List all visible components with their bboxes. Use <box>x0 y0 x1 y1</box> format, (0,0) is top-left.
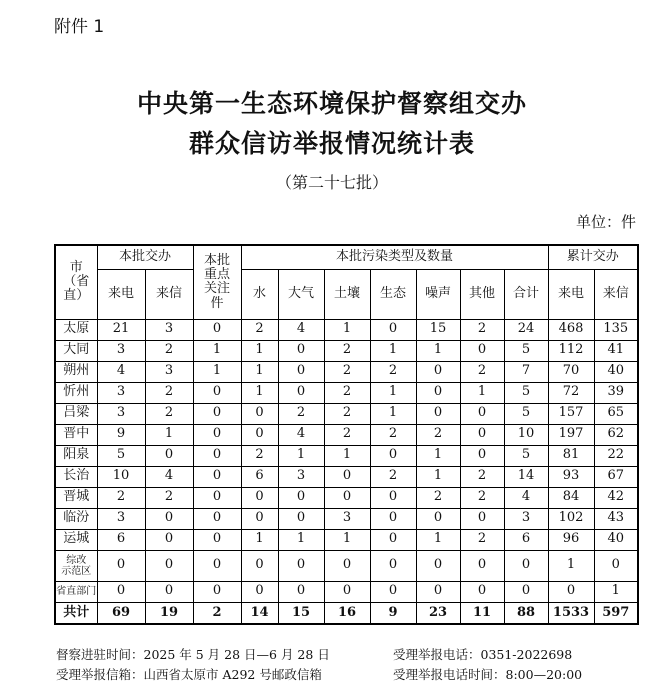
header-letter: 来信 <box>145 269 193 319</box>
city-cell: 吕梁 <box>55 403 97 424</box>
header-soil: 土壤 <box>324 269 370 319</box>
value-cell: 1 <box>548 550 594 581</box>
value-cell: 43 <box>594 508 638 529</box>
value-cell: 15 <box>416 319 460 340</box>
value-cell: 1 <box>416 445 460 466</box>
value-cell: 112 <box>548 340 594 361</box>
value-cell: 1 <box>193 340 241 361</box>
total-cell: 16 <box>324 602 370 624</box>
value-cell: 2 <box>370 361 416 382</box>
value-cell: 24 <box>504 319 548 340</box>
value-cell: 0 <box>145 550 193 581</box>
value-cell: 0 <box>193 403 241 424</box>
header-city: 市 （省直） <box>55 245 97 319</box>
total-row <box>55 602 638 624</box>
value-cell: 3 <box>324 508 370 529</box>
table-row <box>55 466 638 487</box>
value-cell: 0 <box>241 550 278 581</box>
header-subtotal: 合计 <box>504 269 548 319</box>
value-cell: 0 <box>193 508 241 529</box>
city-cell: 朔州 <box>55 361 97 382</box>
value-cell: 0 <box>324 550 370 581</box>
value-cell: 197 <box>548 424 594 445</box>
value-cell: 1 <box>241 529 278 550</box>
total-cell: 19 <box>145 602 193 624</box>
table-row <box>55 581 638 602</box>
value-cell: 2 <box>416 487 460 508</box>
header-ecology: 生态 <box>370 269 416 319</box>
value-cell: 0 <box>193 445 241 466</box>
header-key-focus: 本批 重点 关注 件 <box>193 245 241 319</box>
header-other: 其他 <box>460 269 504 319</box>
header-water: 水 <box>241 269 278 319</box>
value-cell: 0 <box>594 550 638 581</box>
value-cell: 3 <box>278 466 324 487</box>
value-cell: 0 <box>370 445 416 466</box>
value-cell: 0 <box>241 508 278 529</box>
statistics-table <box>54 244 639 625</box>
value-cell: 72 <box>548 382 594 403</box>
value-cell: 0 <box>504 581 548 602</box>
value-cell: 2 <box>145 487 193 508</box>
value-cell: 93 <box>548 466 594 487</box>
value-cell: 39 <box>594 382 638 403</box>
value-cell: 40 <box>594 361 638 382</box>
value-cell: 0 <box>145 445 193 466</box>
value-cell: 10 <box>97 466 145 487</box>
total-cell: 15 <box>278 602 324 624</box>
header-cum-phone: 来电 <box>548 269 594 319</box>
total-cell: 9 <box>370 602 416 624</box>
document-title-line1: 中央第一生态环境保护督察组交办 <box>136 89 527 118</box>
value-cell: 1 <box>241 361 278 382</box>
value-cell: 1 <box>370 382 416 403</box>
value-cell: 0 <box>548 581 594 602</box>
value-cell: 0 <box>504 550 548 581</box>
header-noise: 噪声 <box>416 269 460 319</box>
value-cell: 9 <box>97 424 145 445</box>
value-cell: 6 <box>241 466 278 487</box>
value-cell: 1 <box>416 529 460 550</box>
value-cell: 0 <box>278 508 324 529</box>
batch-label: （第二十七批） <box>275 173 388 192</box>
value-cell: 2 <box>460 487 504 508</box>
value-cell: 0 <box>460 403 504 424</box>
value-cell: 0 <box>460 550 504 581</box>
value-cell: 81 <box>548 445 594 466</box>
value-cell: 4 <box>504 487 548 508</box>
total-cell: 14 <box>241 602 278 624</box>
value-cell: 135 <box>594 319 638 340</box>
value-cell: 2 <box>416 424 460 445</box>
value-cell: 6 <box>97 529 145 550</box>
value-cell: 70 <box>548 361 594 382</box>
value-cell: 5 <box>504 445 548 466</box>
value-cell: 0 <box>278 550 324 581</box>
value-cell: 468 <box>548 319 594 340</box>
table-row <box>55 550 638 581</box>
value-cell: 0 <box>193 424 241 445</box>
value-cell: 0 <box>416 581 460 602</box>
city-cell: 运城 <box>55 529 97 550</box>
value-cell: 1 <box>460 382 504 403</box>
value-cell: 0 <box>370 508 416 529</box>
value-cell: 0 <box>278 487 324 508</box>
value-cell: 0 <box>370 487 416 508</box>
table-row <box>55 361 638 382</box>
value-cell: 1 <box>241 340 278 361</box>
value-cell: 0 <box>145 508 193 529</box>
value-cell: 0 <box>241 487 278 508</box>
table-row <box>55 340 638 361</box>
value-cell: 0 <box>278 581 324 602</box>
value-cell: 0 <box>370 550 416 581</box>
value-cell: 0 <box>145 529 193 550</box>
header-batch-assigned: 本批交办 <box>97 245 193 269</box>
total-cell: 69 <box>97 602 145 624</box>
city-cell: 晋中 <box>55 424 97 445</box>
value-cell: 1 <box>370 403 416 424</box>
city-cell: 忻州 <box>55 382 97 403</box>
total-cell: 88 <box>504 602 548 624</box>
value-cell: 40 <box>594 529 638 550</box>
value-cell: 10 <box>504 424 548 445</box>
footer-hours: 受理举报电话时间：8:00—20:00 <box>393 667 583 682</box>
value-cell: 0 <box>324 581 370 602</box>
value-cell: 0 <box>241 403 278 424</box>
city-cell: 晋城 <box>55 487 97 508</box>
value-cell: 1 <box>324 529 370 550</box>
value-cell: 0 <box>416 382 460 403</box>
value-cell: 2 <box>370 424 416 445</box>
value-cell: 0 <box>278 382 324 403</box>
value-cell: 102 <box>548 508 594 529</box>
value-cell: 21 <box>97 319 145 340</box>
footer-period: 督察进驻时间：2025 年 5 月 28 日—6 月 28 日 <box>56 647 330 662</box>
value-cell: 0 <box>460 424 504 445</box>
value-cell: 0 <box>416 550 460 581</box>
footer-phone: 受理举报电话：0351-2022698 <box>393 647 573 662</box>
city-cell: 太原 <box>55 319 97 340</box>
value-cell: 1 <box>324 319 370 340</box>
value-cell: 2 <box>324 403 370 424</box>
value-cell: 0 <box>193 319 241 340</box>
value-cell: 0 <box>460 340 504 361</box>
table-row <box>55 424 638 445</box>
unit-label: 单位：件 <box>575 213 636 231</box>
value-cell: 14 <box>504 466 548 487</box>
city-cell: 省直部门 <box>55 581 97 602</box>
value-cell: 0 <box>278 340 324 361</box>
table-row <box>55 508 638 529</box>
value-cell: 0 <box>324 466 370 487</box>
value-cell: 2 <box>278 403 324 424</box>
value-cell: 5 <box>504 403 548 424</box>
value-cell: 41 <box>594 340 638 361</box>
value-cell: 2 <box>241 445 278 466</box>
value-cell: 2 <box>460 319 504 340</box>
value-cell: 84 <box>548 487 594 508</box>
city-cell: 临汾 <box>55 508 97 529</box>
table-row <box>55 445 638 466</box>
attachment-label: 附件 1 <box>54 17 105 37</box>
value-cell: 2 <box>145 403 193 424</box>
value-cell: 1 <box>241 382 278 403</box>
value-cell: 0 <box>193 382 241 403</box>
table-row <box>55 319 638 340</box>
value-cell: 96 <box>548 529 594 550</box>
header-phone: 来电 <box>97 269 145 319</box>
value-cell: 3 <box>97 508 145 529</box>
value-cell: 1 <box>370 340 416 361</box>
value-cell: 1 <box>278 445 324 466</box>
total-cell: 2 <box>193 602 241 624</box>
value-cell: 3 <box>97 340 145 361</box>
header-air: 大气 <box>278 269 324 319</box>
total-cell: 11 <box>460 602 504 624</box>
value-cell: 3 <box>145 361 193 382</box>
value-cell: 67 <box>594 466 638 487</box>
value-cell: 4 <box>145 466 193 487</box>
city-cell: 阳泉 <box>55 445 97 466</box>
value-cell: 0 <box>370 529 416 550</box>
value-cell: 0 <box>460 445 504 466</box>
value-cell: 5 <box>504 382 548 403</box>
value-cell: 7 <box>504 361 548 382</box>
table-row <box>55 382 638 403</box>
header-pollution-types: 本批污染类型及数量 <box>241 245 548 269</box>
total-label: 共计 <box>55 602 97 624</box>
value-cell: 22 <box>594 445 638 466</box>
value-cell: 3 <box>145 319 193 340</box>
table-row <box>55 487 638 508</box>
value-cell: 0 <box>460 581 504 602</box>
value-cell: 2 <box>460 361 504 382</box>
value-cell: 3 <box>97 403 145 424</box>
value-cell: 0 <box>193 581 241 602</box>
total-cell: 597 <box>594 602 638 624</box>
value-cell: 0 <box>416 361 460 382</box>
value-cell: 62 <box>594 424 638 445</box>
city-cell: 大同 <box>55 340 97 361</box>
value-cell: 3 <box>97 382 145 403</box>
document-title-line2: 群众信访举报情况统计表 <box>188 129 475 158</box>
total-cell: 23 <box>416 602 460 624</box>
city-cell: 综改 示范区 <box>55 550 97 581</box>
value-cell: 2 <box>324 361 370 382</box>
value-cell: 157 <box>548 403 594 424</box>
table-row <box>55 529 638 550</box>
value-cell: 1 <box>193 361 241 382</box>
value-cell: 0 <box>193 487 241 508</box>
footer-mailbox: 受理举报信箱：山西省太原市 A292 号邮政信箱 <box>56 667 322 682</box>
value-cell: 4 <box>97 361 145 382</box>
value-cell: 5 <box>97 445 145 466</box>
value-cell: 4 <box>278 424 324 445</box>
value-cell: 5 <box>504 340 548 361</box>
value-cell: 1 <box>416 466 460 487</box>
value-cell: 0 <box>97 581 145 602</box>
value-cell: 0 <box>460 508 504 529</box>
value-cell: 2 <box>324 424 370 445</box>
value-cell: 0 <box>241 581 278 602</box>
value-cell: 1 <box>416 340 460 361</box>
value-cell: 0 <box>370 581 416 602</box>
value-cell: 2 <box>324 382 370 403</box>
value-cell: 1 <box>594 581 638 602</box>
header-cumulative: 累计交办 <box>548 245 638 269</box>
value-cell: 2 <box>145 340 193 361</box>
value-cell: 42 <box>594 487 638 508</box>
value-cell: 4 <box>278 319 324 340</box>
value-cell: 2 <box>97 487 145 508</box>
value-cell: 6 <box>504 529 548 550</box>
value-cell: 2 <box>324 340 370 361</box>
value-cell: 1 <box>145 424 193 445</box>
value-cell: 0 <box>416 508 460 529</box>
value-cell: 2 <box>145 382 193 403</box>
value-cell: 0 <box>193 550 241 581</box>
value-cell: 0 <box>416 403 460 424</box>
value-cell: 2 <box>460 466 504 487</box>
value-cell: 2 <box>241 319 278 340</box>
value-cell: 0 <box>324 487 370 508</box>
value-cell: 0 <box>193 529 241 550</box>
value-cell: 0 <box>97 550 145 581</box>
value-cell: 0 <box>278 361 324 382</box>
value-cell: 2 <box>460 529 504 550</box>
value-cell: 1 <box>278 529 324 550</box>
value-cell: 0 <box>145 581 193 602</box>
value-cell: 1 <box>324 445 370 466</box>
value-cell: 3 <box>504 508 548 529</box>
value-cell: 65 <box>594 403 638 424</box>
value-cell: 0 <box>370 319 416 340</box>
header-cum-letter: 来信 <box>594 269 638 319</box>
city-cell: 长治 <box>55 466 97 487</box>
value-cell: 0 <box>241 424 278 445</box>
value-cell: 0 <box>193 466 241 487</box>
total-cell: 1533 <box>548 602 594 624</box>
table-row <box>55 403 638 424</box>
value-cell: 2 <box>370 466 416 487</box>
